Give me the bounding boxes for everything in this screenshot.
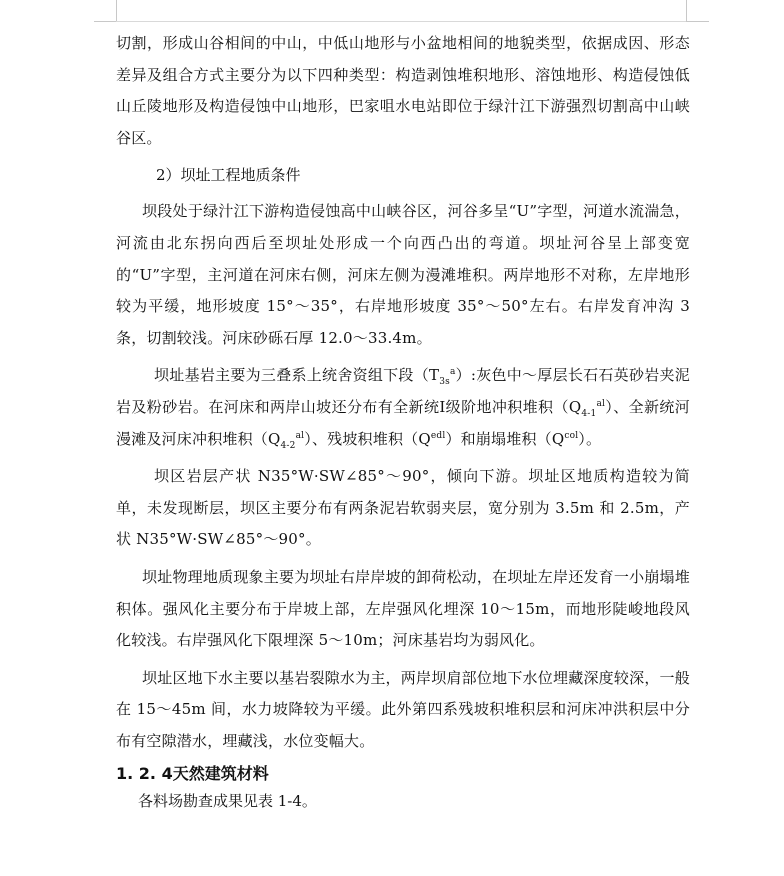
paragraph-intro: 切割，形成山谷相间的中山，中低山地形与小盆地相间的地貌类型，依据成因、形态差异及组合方式主要分为以下四种类型：构造剥蚀堆积地形、溶蚀地形、构造侵蚀低山丘陵地形及构造侵蚀中山地形，巴家咀水电站即位于绿汁江下游强烈切割高中山峡谷区。 bbox=[116, 34, 690, 147]
bedrock-text-6: ）。 bbox=[578, 429, 602, 448]
subheading-dam-geology: 2）坝址工程地质条件 bbox=[156, 166, 301, 185]
bedrock-sup-5: col bbox=[564, 430, 579, 441]
paragraph-groundwater: 坝址区地下水主要以基岩裂隙水为主，两岸坝肩部位地下水位埋藏深度较深，一般在 15～45m 间，水力坡降较为平缓。此外第四系残坡积堆积层和河床冲洪积层中分布有空隙潜水，埋藏浅，水位变幅大。 bbox=[116, 668, 690, 750]
crop-mark-left-horizontal bbox=[94, 21, 116, 22]
paragraph-materials: 各料场勘查成果见表 1-4。 bbox=[138, 792, 317, 811]
bedrock-sup-1: a bbox=[449, 367, 456, 378]
bedrock-sup-3: al bbox=[295, 430, 305, 441]
bedrock-sub-2: 4-1 bbox=[581, 408, 597, 419]
bedrock-sub-1: 3s bbox=[439, 377, 450, 388]
bedrock-text-2: ）:灰色中～厚层长石石英砂岩夹泥岩及粉砂岩。在河床和两岸山坡还分布有全新统Ⅰ级阶地冲积堆积（Q bbox=[116, 366, 690, 416]
bedrock-sub-3: 4-2 bbox=[280, 440, 296, 451]
crop-mark-right-vertical bbox=[686, 0, 687, 22]
crop-mark-right-horizontal bbox=[687, 21, 709, 22]
bedrock-sup-2: al bbox=[596, 398, 606, 409]
bedrock-text-1: 坝址基岩主要为三叠系上统舍资组下段（T bbox=[154, 366, 440, 385]
bedrock-text-4: ）、残坡积堆积（Q bbox=[304, 429, 431, 448]
paragraph-valley: 坝段处于绿汁江下游构造侵蚀高中山峡谷区，河谷多呈“U”字型，河道水流湍急，河流由北东拐向西后至坝址处形成一个向西凸出的弯道。坝址河谷呈上部变宽的“U”字型，主河道在河床右侧，河床左侧为漫滩堆积。两岸地形不对称，左岸地形较为平缓，地形坡度 15°～35°，右岸地形坡度 35°～50°左右。右岸发育冲沟 3 条，切割较浅。河床砂砾石厚 12.0～33.4m。 bbox=[116, 202, 690, 347]
paragraph-physical-geology: 坝址物理地质现象主要为坝址右岸岸坡的卸荷松动，在坝址左岸还发育一小崩塌堆积体。强风化主要分布于岸坡上部，左岸强风化埋深 10～15m，而地形陡峻地段风化较浅。右岸强风化下限埋深 5～10m；河床基岩均为弱风化。 bbox=[116, 567, 690, 650]
bedrock-text-3: ）、全新统河漫滩及河床冲积堆积（Q bbox=[116, 397, 690, 448]
paragraph-bedrock bbox=[116, 360, 690, 455]
section-heading-materials: 1. 2. 4天然建筑材料 bbox=[116, 764, 269, 784]
document-body bbox=[116, 28, 690, 815]
bedrock-text-5: ）和崩塌堆积（Q bbox=[445, 429, 565, 448]
paragraph-strata: 坝区岩层产状 N35°W·SW∠85°～90°，倾向下游。坝址区地质构造较为简单，未发现断层，坝区主要分布有两条泥岩软弱夹层，宽分别为 3.5m 和 2.5m，产状 N35°W·SW∠85°～90°。 bbox=[116, 467, 690, 549]
header-rule bbox=[116, 21, 686, 22]
bedrock-sup-4: edl bbox=[430, 430, 446, 441]
crop-mark-left-vertical bbox=[116, 0, 117, 22]
